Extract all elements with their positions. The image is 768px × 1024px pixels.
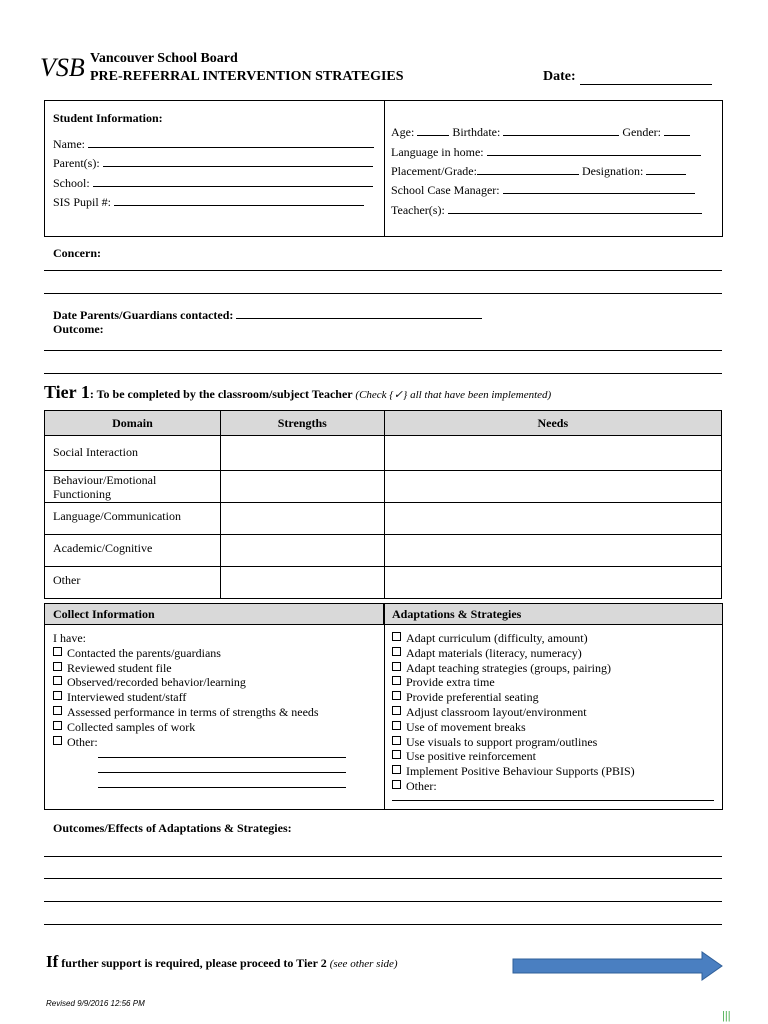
outcome-label: Outcome: <box>53 322 104 336</box>
list-item-label: Collected samples of work <box>67 719 196 734</box>
list-item[interactable] <box>392 764 714 779</box>
other-line-2[interactable] <box>98 764 346 773</box>
language-field[interactable] <box>391 145 701 160</box>
strengths-cell[interactable] <box>220 471 384 503</box>
list-item-label: Provide extra time <box>406 675 495 690</box>
placement-row <box>391 164 686 179</box>
list-item[interactable] <box>53 690 346 705</box>
tier2-prompt-if: If <box>46 952 59 971</box>
outcomes-line-1[interactable] <box>44 856 722 857</box>
list-item[interactable] <box>392 631 714 646</box>
list-item[interactable] <box>53 705 346 720</box>
contact-date-label: Date Parents/Guardians contacted: <box>53 308 234 322</box>
sis-label: SIS Pupil #: <box>53 195 112 209</box>
org-name: Vancouver School Board <box>90 51 238 66</box>
domain-table <box>44 410 722 599</box>
checkbox[interactable] <box>53 676 62 685</box>
list-item[interactable] <box>392 779 714 794</box>
needs-column-header: Needs <box>384 411 721 436</box>
check-icon: ✓ <box>393 389 403 401</box>
checkbox[interactable] <box>392 765 401 774</box>
teachers-label: Teacher(s): <box>391 203 445 217</box>
adaptations-other-line[interactable] <box>392 794 714 801</box>
contact-date-line[interactable] <box>236 308 482 319</box>
form-title: PRE-REFERRAL INTERVENTION STRATEGIES <box>90 69 404 84</box>
outcomes-line-3[interactable] <box>44 901 722 902</box>
parents-field[interactable] <box>53 156 373 171</box>
list-item[interactable] <box>53 646 346 661</box>
checkbox[interactable] <box>392 706 401 715</box>
other-line-3[interactable] <box>98 779 346 788</box>
tier1-note <box>355 389 551 401</box>
name-line[interactable] <box>88 137 374 148</box>
outcomes-line-2[interactable] <box>44 878 722 879</box>
school-label: School: <box>53 176 90 190</box>
teachers-field[interactable] <box>391 203 702 218</box>
checkbox[interactable] <box>392 721 401 730</box>
school-field[interactable] <box>53 176 373 191</box>
list-item[interactable] <box>392 661 714 676</box>
revised-date: Revised 9/9/2016 12:56 PM <box>46 999 145 1008</box>
list-item[interactable] <box>53 735 346 750</box>
domain-column-header: Domain <box>45 411 221 436</box>
list-item-label: Use visuals to support program/outlines <box>406 734 598 749</box>
checkbox[interactable] <box>53 721 62 730</box>
table-row <box>45 567 722 599</box>
gender-line[interactable] <box>664 125 690 136</box>
placement-label: Placement/Grade: <box>391 164 477 178</box>
tier1-note-post: } all that have been implemented) <box>402 389 552 401</box>
list-item[interactable] <box>53 661 346 676</box>
parents-label: Parent(s): <box>53 156 100 170</box>
concern-line-1[interactable] <box>44 270 722 271</box>
domain-cell: Social Interaction <box>45 436 221 471</box>
strengths-cell[interactable] <box>220 503 384 535</box>
tier2-prompt <box>46 952 398 972</box>
domain-cell: Behaviour/Emotional Functioning <box>45 471 221 503</box>
list-item-label: Other: <box>406 778 437 793</box>
teachers-line[interactable] <box>448 203 702 214</box>
list-item-label: Implement Positive Behaviour Supports (PBIS) <box>406 764 635 779</box>
needs-cell[interactable] <box>384 436 721 471</box>
list-item[interactable] <box>392 690 714 705</box>
tier2-prompt-note: (see other side) <box>329 958 398 970</box>
designation-line[interactable] <box>646 164 686 175</box>
list-item-label: Provide preferential seating <box>406 690 539 705</box>
case-manager-label: School Case Manager: <box>391 183 500 197</box>
language-line[interactable] <box>487 145 701 156</box>
collect-intro: I have: <box>53 631 86 645</box>
strengths-cell[interactable] <box>220 567 384 599</box>
age-row <box>391 125 690 140</box>
sis-line[interactable] <box>114 195 364 206</box>
checklist-divider <box>384 604 385 809</box>
list-item[interactable] <box>53 720 346 735</box>
checkbox[interactable] <box>392 662 401 671</box>
concern-line-2[interactable] <box>44 293 722 294</box>
date-field[interactable] <box>543 69 712 85</box>
concern-label: Concern: <box>53 246 101 260</box>
list-item[interactable] <box>53 675 346 690</box>
case-manager-line[interactable] <box>503 183 695 194</box>
list-item[interactable] <box>392 720 714 735</box>
strengths-cell[interactable] <box>220 436 384 471</box>
gender-label: Gender: <box>622 125 661 139</box>
strengths-cell[interactable] <box>220 535 384 567</box>
student-info-box <box>44 100 723 237</box>
case-manager-field[interactable] <box>391 183 695 198</box>
checkbox[interactable] <box>392 691 401 700</box>
checkbox[interactable] <box>53 647 62 656</box>
checkbox[interactable] <box>392 647 401 656</box>
list-item[interactable] <box>392 646 714 661</box>
outcomes-label: Outcomes/Effects of Adaptations & Strategies: <box>53 821 292 835</box>
checkbox[interactable] <box>392 750 401 759</box>
outcome-line-1[interactable] <box>44 350 722 351</box>
domain-cell: Language/Communication <box>45 503 221 535</box>
adaptations-list <box>392 631 714 801</box>
strengths-column-header: Strengths <box>220 411 384 436</box>
list-item-label: Adjust classroom layout/environment <box>406 704 587 719</box>
checkbox[interactable] <box>53 691 62 700</box>
school-line[interactable] <box>93 176 373 187</box>
table-row <box>45 436 722 471</box>
list-item-label: Use positive reinforcement <box>406 749 536 764</box>
checkbox[interactable] <box>392 780 401 789</box>
checkbox[interactable] <box>392 736 401 745</box>
language-label: Language in home: <box>391 145 484 159</box>
page-mark: ||| <box>722 1010 731 1022</box>
age-label: Age: <box>391 125 415 139</box>
needs-cell[interactable] <box>384 471 721 503</box>
sis-field[interactable] <box>53 195 364 210</box>
tier1-note-pre: (Check { <box>355 389 394 401</box>
birthdate-label: Birthdate: <box>452 125 501 139</box>
list-item-label: Use of movement breaks <box>406 719 526 734</box>
list-item[interactable] <box>392 705 714 720</box>
list-item[interactable] <box>392 735 714 750</box>
name-label: Name: <box>53 137 85 151</box>
date-label: Date: <box>543 69 576 84</box>
list-item-label: Adapt teaching strategies (groups, pairing) <box>406 660 611 675</box>
age-line[interactable] <box>417 125 449 136</box>
table-row <box>45 535 722 567</box>
list-item-label: Adapt curriculum (difficulty, amount) <box>406 631 588 645</box>
vsb-logo <box>38 46 90 86</box>
list-item[interactable] <box>392 749 714 764</box>
list-item[interactable] <box>392 675 714 690</box>
tier1-title: : To be completed by the classroom/subject Teacher <box>89 387 353 401</box>
checklist-box <box>44 603 723 810</box>
domain-cell: Other <box>45 567 221 599</box>
date-input-line[interactable] <box>580 70 712 85</box>
table-row <box>45 503 722 535</box>
needs-cell[interactable] <box>384 535 721 567</box>
domain-table-header <box>45 411 722 436</box>
list-item-label: Other: <box>67 734 98 749</box>
contact-date-field[interactable] <box>53 308 482 323</box>
needs-cell[interactable] <box>384 503 721 535</box>
checkbox[interactable] <box>53 736 62 745</box>
vsb-logo-text: VSB <box>40 53 85 82</box>
name-field[interactable] <box>53 137 374 152</box>
birthdate-line[interactable] <box>503 125 619 136</box>
checkbox[interactable] <box>53 706 62 715</box>
domain-cell: Academic/Cognitive <box>45 535 221 567</box>
tier2-prompt-text: further support is required, please proceed to Tier 2 <box>58 956 327 970</box>
adaptations-heading: Adaptations & Strategies <box>384 604 722 625</box>
arrow-right-icon <box>512 951 724 981</box>
list-item-label: Interviewed student/staff <box>67 690 187 705</box>
checkbox[interactable] <box>392 632 401 641</box>
outcomes-line-4[interactable] <box>44 924 722 925</box>
tier1-label: Tier 1 <box>44 382 90 402</box>
student-info-heading: Student Information: <box>53 111 163 125</box>
info-divider <box>384 101 385 236</box>
list-item-label: Observed/recorded behavior/learning <box>67 675 246 690</box>
tier1-heading <box>44 382 551 403</box>
outcome-line-2[interactable] <box>44 373 722 374</box>
checkbox[interactable] <box>392 676 401 685</box>
list-item-label: Contacted the parents/guardians <box>67 645 221 660</box>
placement-line[interactable] <box>477 164 579 175</box>
collect-heading: Collect Information <box>45 604 384 625</box>
parents-line[interactable] <box>103 156 373 167</box>
table-row <box>45 471 722 503</box>
list-item-label: Reviewed student file <box>67 660 172 675</box>
list-item-label: Adapt materials (literacy, numeracy) <box>406 645 582 660</box>
other-line-1[interactable] <box>98 749 346 758</box>
list-item-label: Assessed performance in terms of strengths & needs <box>67 704 319 719</box>
checkbox[interactable] <box>53 662 62 671</box>
collect-list <box>53 631 346 794</box>
needs-cell[interactable] <box>384 567 721 599</box>
designation-label: Designation: <box>581 164 644 178</box>
